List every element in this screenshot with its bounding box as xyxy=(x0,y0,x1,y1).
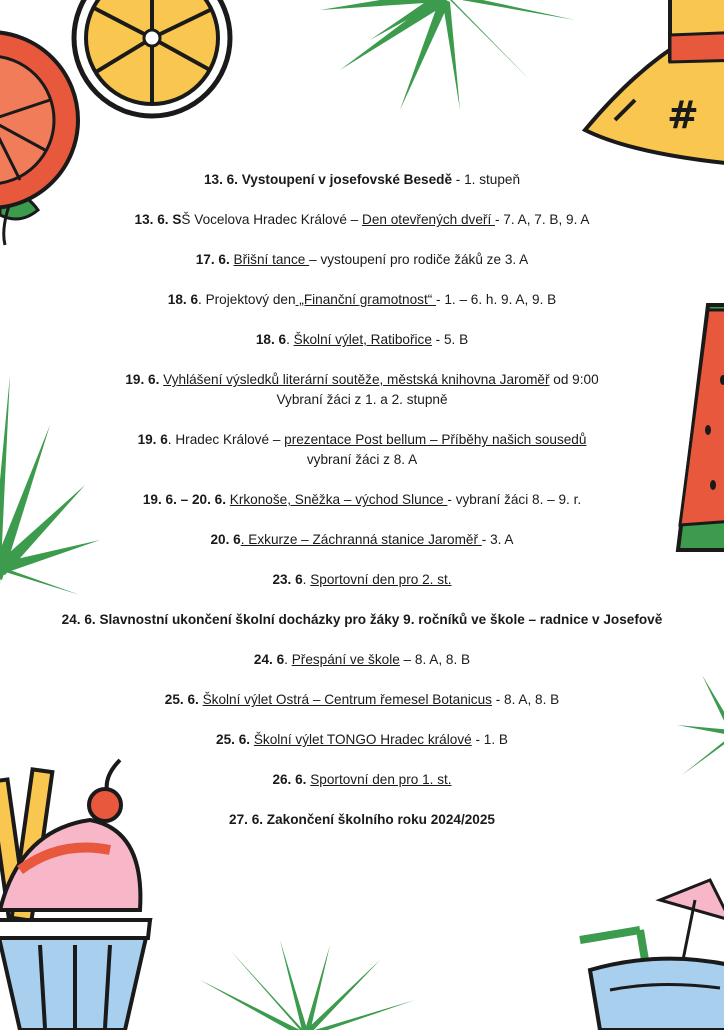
event-date: 26. 6. xyxy=(272,772,311,787)
event-title: . Exkurze – Záchranná stanice Jaroměř xyxy=(240,532,482,547)
event-item xyxy=(0,430,724,470)
event-date: 18. 6 xyxy=(255,332,287,347)
cocktail-icon xyxy=(570,880,724,1030)
event-date: 25. 6. xyxy=(216,732,254,747)
straw-hat-icon xyxy=(575,0,724,170)
event-title: Školní výlet, Ratibořice xyxy=(293,332,432,347)
event-item xyxy=(0,570,724,590)
event-text: - 5. B xyxy=(431,332,469,347)
event-item xyxy=(0,370,724,410)
event-title: Školní výlet TONGO Hradec králové xyxy=(253,732,472,747)
palm-leaf-icon xyxy=(180,940,420,1030)
hat-hash-mark: # xyxy=(667,93,699,137)
event-item xyxy=(0,810,724,830)
event-participants: Vybraní žáci z 1. a 2. stupně xyxy=(276,392,448,407)
event-participants: vybraní žáci z 8. A xyxy=(306,452,418,467)
event-title: Den otevřených dveří xyxy=(362,212,495,227)
event-text: . xyxy=(286,332,294,347)
event-date: 23. 6 xyxy=(272,572,303,587)
event-item xyxy=(0,490,724,510)
event-text: - 1. B xyxy=(471,732,508,747)
event-date: 24. 6. Slavnostní ukončení školní docházky pro žáky 9. ročníků ve škole – radnice v Josefově xyxy=(61,612,663,627)
event-text: - 1. – 6. h. 9. A, 9. B xyxy=(436,292,557,307)
event-item xyxy=(0,690,724,710)
event-date: 19. 6 xyxy=(137,432,168,447)
event-item xyxy=(0,170,724,190)
lemon-slice-icon xyxy=(60,0,240,140)
event-date: 13. 6. S xyxy=(134,212,182,227)
event-item xyxy=(0,650,724,670)
event-item xyxy=(0,610,724,630)
event-text: . xyxy=(302,572,311,587)
event-date: 17. 6. xyxy=(195,252,234,267)
event-text: . Projektový den xyxy=(198,292,296,307)
event-text: - 7. A, 7. B, 9. A xyxy=(495,212,590,227)
event-text: . xyxy=(284,652,292,667)
event-title: Sportovní den pro 2. st. xyxy=(310,572,452,587)
event-item xyxy=(0,210,724,230)
event-date: 20. 6 xyxy=(210,532,241,547)
event-item xyxy=(0,290,724,310)
event-text: - 8. A, 8. B xyxy=(491,692,560,707)
event-title: „Finanční gramotnost“ xyxy=(295,292,437,307)
event-title: Sportovní den pro 1. st. xyxy=(310,772,452,787)
event-item xyxy=(0,250,724,270)
event-title: Břišní tance xyxy=(233,252,310,267)
event-date: 25. 6. xyxy=(164,692,203,707)
event-text: . Hradec Králové – xyxy=(167,432,285,447)
event-text: - 1. stupeň xyxy=(452,172,521,187)
event-title: Vyhlášení výsledků literární soutěže, městská knihovna Jaroměř xyxy=(163,372,550,387)
event-date: 27. 6. Zakončení školního roku 2024/2025 xyxy=(229,812,495,827)
event-item xyxy=(0,330,724,350)
event-item xyxy=(0,730,724,750)
event-title: Školní výlet Ostrá – Centrum řemesel Botanicus xyxy=(202,692,492,707)
event-date: 18. 6 xyxy=(167,292,199,307)
event-text: – vystoupení pro rodiče žáků ze 3. A xyxy=(309,252,529,267)
event-title: Krkonoše, Sněžka – východ Slunce xyxy=(229,492,448,507)
event-date: 19. 6. – 20. 6. xyxy=(142,492,226,507)
event-text: - 3. A xyxy=(481,532,514,547)
event-text: – 8. A, 8. B xyxy=(399,652,471,667)
event-date: 19. 6. xyxy=(125,372,164,387)
event-text: - vybraní žáci 8. – 9. r. xyxy=(447,492,582,507)
event-text: Š Vocelova Hradec Králové – xyxy=(181,212,363,227)
palm-leaf-icon xyxy=(300,0,580,120)
event-title: prezentace Post bellum – Příběhy našich sousedů xyxy=(284,432,587,447)
event-item xyxy=(0,530,724,550)
event-date: 24. 6 xyxy=(253,652,285,667)
event-title: Přespání ve škole xyxy=(291,652,400,667)
event-list xyxy=(0,170,724,850)
event-date: 13. 6. Vystoupení v josefovské Besedě xyxy=(203,172,453,187)
event-text: od 9:00 xyxy=(549,372,599,387)
event-item xyxy=(0,770,724,790)
